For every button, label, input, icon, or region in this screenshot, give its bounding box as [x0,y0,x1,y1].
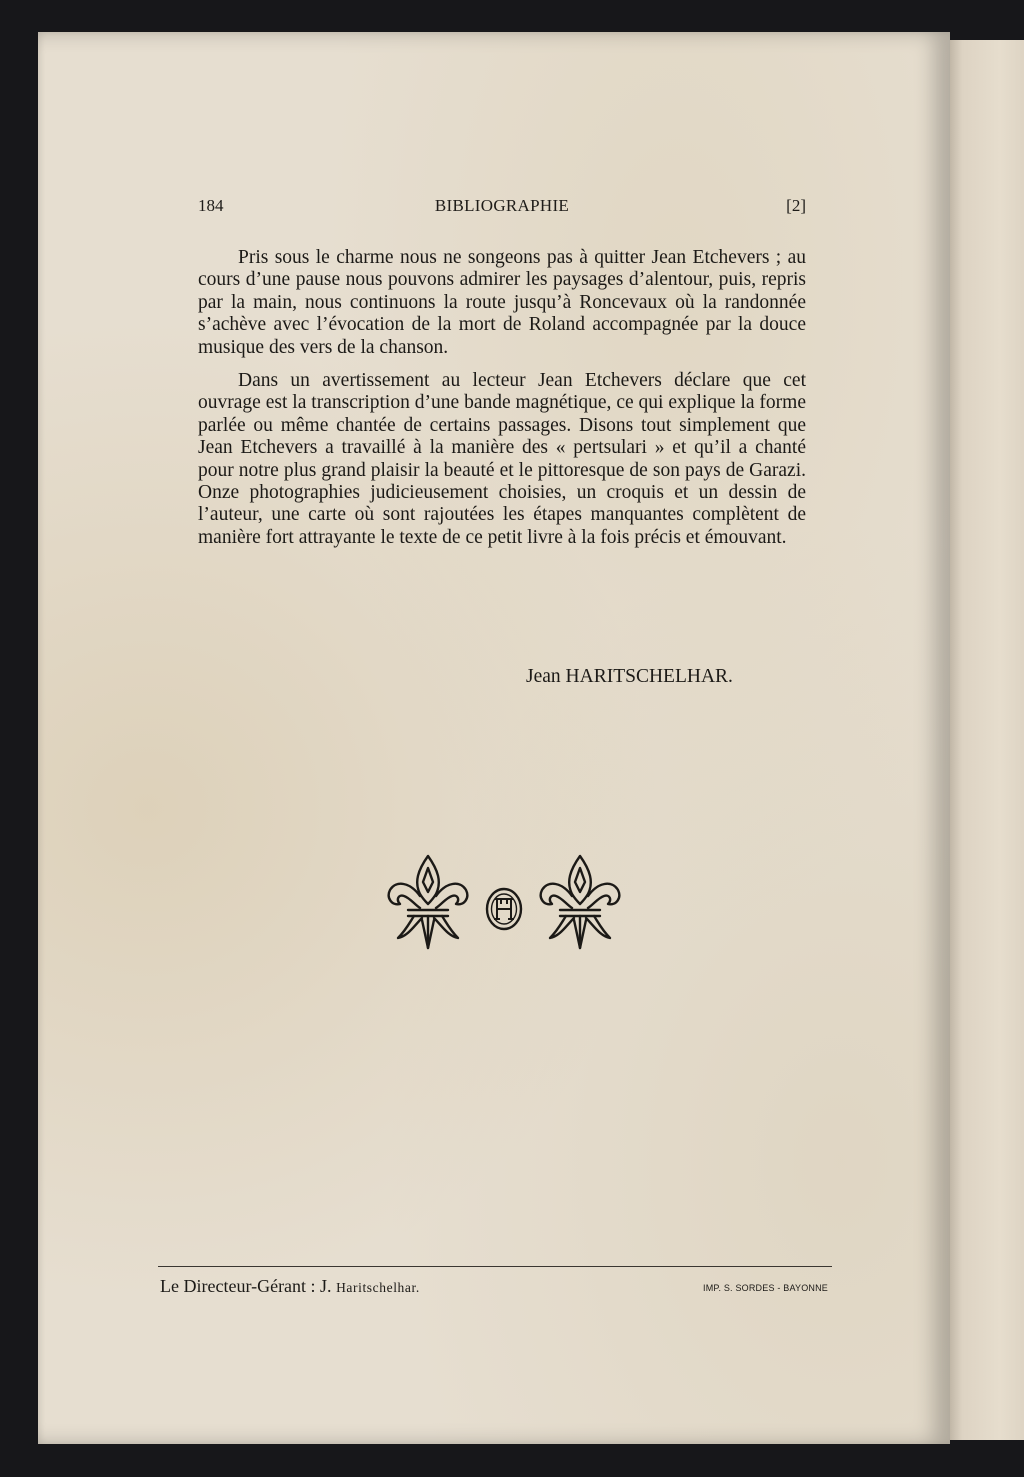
book-page [38,32,950,1444]
page-number: 184 [198,196,224,215]
page-reference: [2] [786,196,806,215]
director-name: Haritschelhar. [336,1280,420,1295]
paragraph-2: Dans un avertissement au lecteur Jean Etchevers déclare que cet ouvrage est la transcription d’une bande magnétique, ce qui explique la forme parlée ou même chantée de certains passages. Disons tout simplement que Jean Etchevers a travaillé à la manière des « pertsulari » et qu’il a chanté pour notre plus grand plaisir la beauté et le pittoresque de son pays de Garazi. Onze photographies judicieusement choisies, un croquis et un dessin de l’auteur, une carte où sont rajoutées les étapes manquantes complètent de manière fort attrayante le texte de ce petit livre à la fois précis et émouvant. [198,370,806,548]
printer-imprint: IMP. S. SORDES - BAYONNE [703,1283,828,1293]
author-signature: Jean HARITSCHELHAR. [526,666,733,687]
fleur-de-lis-icon [541,856,620,948]
adjacent-page-edge [946,40,1024,1440]
section-title: BIBLIOGRAPHIE [434,196,570,215]
footer-rule [158,1266,832,1267]
footer-director [160,1276,420,1297]
paragraph-1: Pris sous le charme nous ne songeons pas à quitter Jean Etchevers ; au cours d’une pause nous pouvons admirer les paysages d’alentour, puis, repris par la main, nous continuons la route jusqu’à Roncevaux où la randonnée s’achève avec l’évocation de la mort de Roland accompagnée par la douce musique des vers de la chanson. [198,247,806,358]
running-head [198,196,806,220]
director-label: Le Directeur-Gérant : J. [160,1276,337,1296]
body-text [198,247,806,549]
monogram-seal-icon [487,889,521,929]
ornament [384,852,624,952]
fleur-de-lis-icon [389,856,468,948]
